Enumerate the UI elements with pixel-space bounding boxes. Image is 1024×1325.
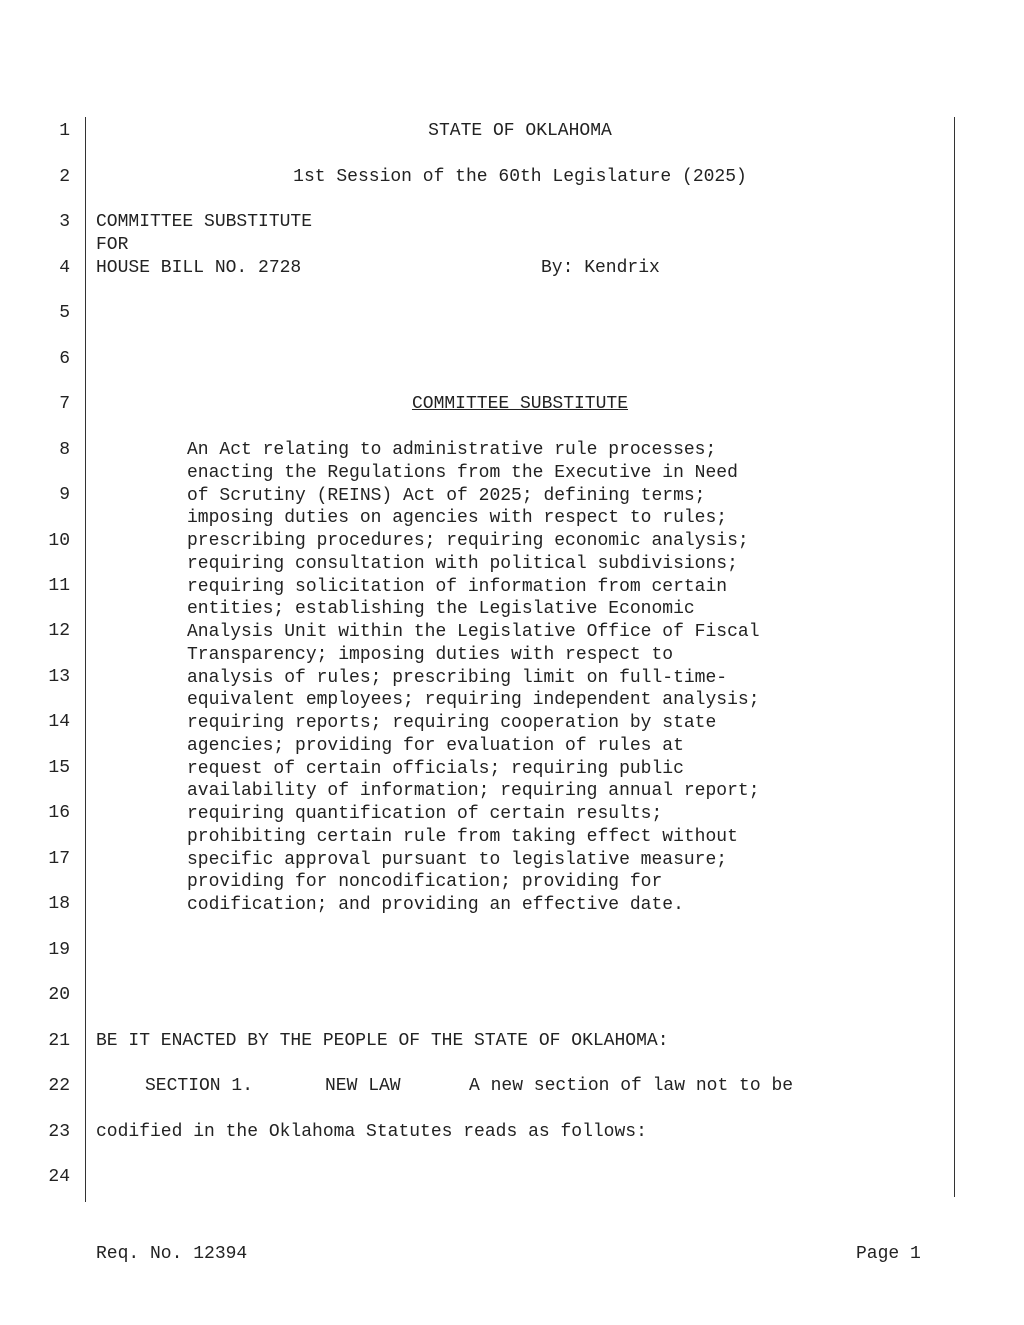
title-line: of Scrutiny (REINS) Act of 2025; defining terms; <box>187 485 706 506</box>
title-line: imposing duties on agencies with respect to rules; <box>187 508 728 529</box>
title-line: An Act relating to administrative rule processes; <box>187 440 717 460</box>
title-line: requiring quantification of certain results; <box>187 804 663 824</box>
for-label: FOR <box>96 235 129 255</box>
committee-substitute-label: COMMITTEE SUBSTITUTE <box>96 212 313 232</box>
line-number: 12 <box>48 621 70 641</box>
line-number: 22 <box>48 1076 70 1096</box>
title-line: availability of information; requiring annual report; <box>187 781 760 802</box>
line-number: 21 <box>48 1031 70 1051</box>
line-number: 3 <box>59 212 70 232</box>
line-number: 19 <box>48 940 70 960</box>
line-number: 15 <box>48 758 70 778</box>
request-number: Req. No. 12394 <box>96 1244 248 1264</box>
title-line: requiring solicitation of information from certain <box>187 576 728 597</box>
title-line: equivalent employees; requiring independent analysis; <box>187 690 760 711</box>
title-line: agencies; providing for evaluation of rules at <box>187 735 684 756</box>
line-number: 24 <box>48 1167 70 1187</box>
title-line: enacting the Regulations from the Executive in Need <box>187 462 738 483</box>
page-number: Page 1 <box>856 1244 921 1264</box>
title-line: analysis of rules; prescribing limit on full-time- <box>187 667 728 688</box>
title-line: prohibiting certain rule from taking effect without <box>187 826 738 847</box>
right-margin-rule <box>954 117 955 1197</box>
title-line: prescribing procedures; requiring economic analysis; <box>187 531 749 551</box>
line-number: 11 <box>48 576 70 596</box>
line-number: 6 <box>59 349 70 369</box>
line-number: 17 <box>48 849 70 869</box>
line-number: 8 <box>59 440 70 460</box>
line-number: 14 <box>48 712 70 732</box>
section-text: codified in the Oklahoma Statutes reads as follows: <box>96 1122 647 1142</box>
line-number: 20 <box>48 985 70 1005</box>
title-line: request of certain officials; requiring public <box>187 758 684 779</box>
line-number: 1 <box>59 121 70 141</box>
session-heading: 1st Session of the 60th Legislature (2025) <box>293 167 747 187</box>
title-line: entities; establishing the Legislative Economic <box>187 599 695 620</box>
line-number: 7 <box>59 394 70 414</box>
line-number: 18 <box>48 894 70 914</box>
title-line: specific approval pursuant to legislative measure; <box>187 849 728 870</box>
title-line: requiring reports; requiring cooperation by state <box>187 713 717 733</box>
line-number: 5 <box>59 303 70 323</box>
line-number: 10 <box>48 531 70 551</box>
left-margin-rule <box>85 117 86 1202</box>
title-line: Transparency; imposing duties with respect to <box>187 644 674 665</box>
committee-substitute-heading: COMMITTEE SUBSTITUTE <box>411 394 629 414</box>
line-number: 23 <box>48 1122 70 1142</box>
bill-title <box>187 439 887 917</box>
title-line: requiring consultation with political subdivisions; <box>187 553 738 574</box>
line-number: 16 <box>48 803 70 823</box>
line-number: 4 <box>59 258 70 278</box>
line-number: 13 <box>48 667 70 687</box>
line-number: 9 <box>59 485 70 505</box>
bill-author: By: Kendrix <box>541 258 660 278</box>
section-type: NEW LAW <box>325 1076 401 1096</box>
state-heading: STATE OF OKLAHOMA <box>428 121 612 141</box>
enacting-clause: BE IT ENACTED BY THE PEOPLE OF THE STATE OF OKLAHOMA: <box>96 1031 669 1051</box>
title-line: codification; and providing an effective date. <box>187 895 684 915</box>
bill-number: HOUSE BILL NO. 2728 <box>96 258 302 278</box>
line-number: 2 <box>59 167 70 187</box>
section-label: SECTION 1. <box>145 1076 254 1096</box>
title-line: Analysis Unit within the Legislative Office of Fiscal <box>187 622 760 642</box>
title-line: providing for noncodification; providing for <box>187 872 663 893</box>
section-text: A new section of law not to be <box>469 1076 794 1096</box>
